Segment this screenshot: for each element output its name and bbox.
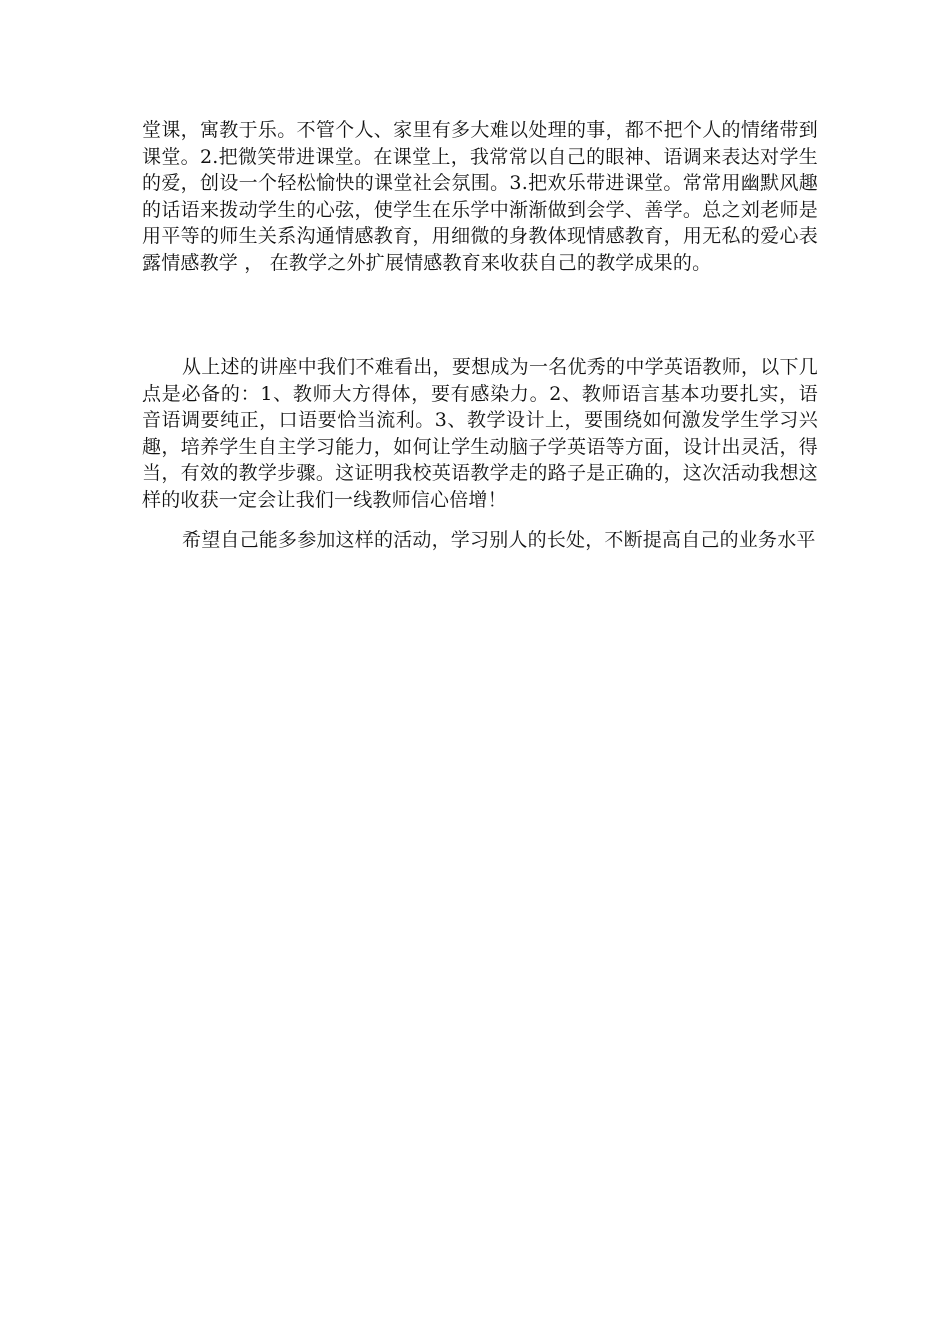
document-body xyxy=(142,117,818,554)
paragraph: 堂课，寓教于乐。不管个人、家里有多大难以处理的事，都不把个人的情绪带到课堂。2.把微笑带进课堂。在课堂上，我常常以自己的眼神、语调来表达对学生的爱，创设一个轻松愉快的课堂社会氛围。3.把欢乐带进课堂。常常用幽默风趣的话语来拨动学生的心弦，使学生在乐学中渐渐做到会学、善学。总之刘老师是用平等的师生关系沟通情感教育，用细微的身教体现情感教育，用无私的爱心表露情感教学 ， 在教学之外扩展情感教育来收获自己的教学成果的。 xyxy=(142,119,818,274)
paragraph: 从上述的讲座中我们不难看出，要想成为一名优秀的中学英语教师，以下几点是必备的：1、教师大方得体，要有感染力。2、教师语言基本功要扎实，语音语调要纯正，口语要恰当流利。3、教学设计上，要围绕如何激发学生学习兴趣，培养学生自主学习能力，如何让学生动脑子学英语等方面，设计出灵活，得当，有效的教学步骤。这证明我校英语教学走的路子是正确的，这次活动我想这样的收获一定会让我们一线教师信心倍增！ xyxy=(142,356,818,511)
paragraph: 希望自己能多参加这样的活动，学习别人的长处，不断提高自己的业务水平 xyxy=(182,529,816,551)
